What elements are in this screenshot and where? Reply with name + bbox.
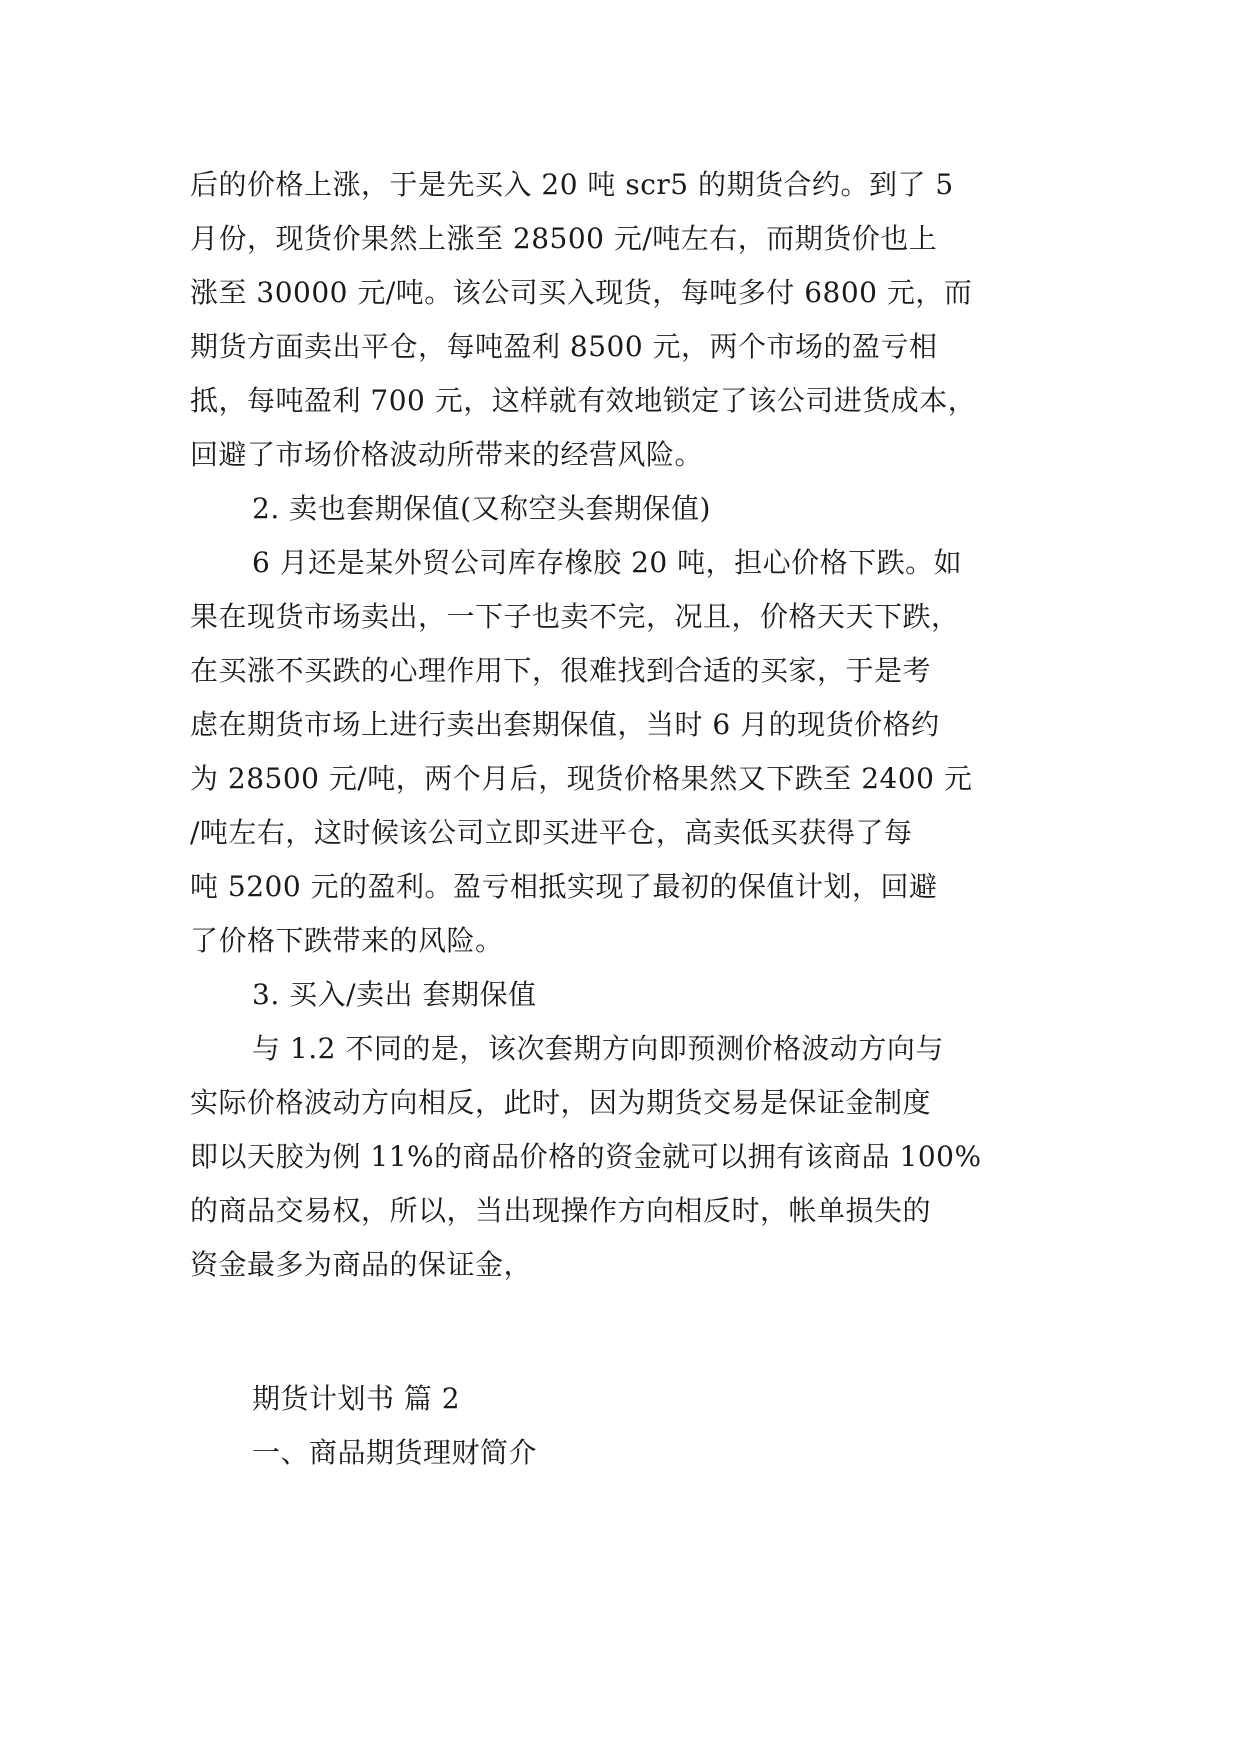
text-line: 后的价格上涨，于是先买入 20 吨 scr5 的期货合约。到了 5 [190, 168, 954, 201]
text-line: 资金最多为商品的保证金， [190, 1248, 533, 1281]
section-heading: 3. 买入/卖出 套期保值 [252, 978, 537, 1011]
text-line: 了价格下跌带来的风险。 [190, 924, 504, 957]
text-line: 抵，每吨盈利 700 元，这样就有效地锁定了该公司进货成本， [190, 384, 977, 417]
text-line: 回避了市场价格波动所带来的经营风险。 [190, 438, 704, 471]
text-line: 期货方面卖出平仓，每吨盈利 8500 元，两个市场的盈亏相 [190, 330, 938, 363]
text-line: 在买涨不买跌的心理作用下，很难找到合适的买家，于是考 [190, 654, 932, 687]
text-line: 的商品交易权，所以，当出现操作方向相反时，帐单损失的 [190, 1194, 932, 1227]
section-heading: 2. 卖也套期保值(又称空头套期保值) [252, 492, 711, 525]
text-line: 为 28500 元/吨，两个月后，现货价格果然又下跌至 2400 元 [190, 762, 973, 795]
document-title: 期货计划书 篇 2 [252, 1382, 461, 1415]
text-line: 与 1.2 不同的是，该次套期方向即预测价格波动方向与 [252, 1032, 944, 1065]
text-line: 吨 5200 元的盈利。盈亏相抵实现了最初的保值计划，回避 [190, 870, 938, 903]
text-line: 果在现货市场卖出，一下子也卖不完，况且，价格天天下跌， [190, 600, 960, 633]
text-line: 月份，现货价果然上涨至 28500 元/吨左右，而期货价也上 [190, 222, 938, 255]
text-line: /吨左右，这时候该公司立即买进平仓，高卖低买获得了每 [190, 816, 913, 849]
text-line: 6 月还是某外贸公司库存橡胶 20 吨，担心价格下跌。如 [252, 546, 963, 579]
text-line: 涨至 30000 元/吨。该公司买入现货，每吨多付 6800 元，而 [190, 276, 973, 309]
text-line: 虑在期货市场上进行卖出套期保值，当时 6 月的现货价格约 [190, 708, 940, 741]
text-line: 实际价格波动方向相反，此时，因为期货交易是保证金制度 [190, 1086, 932, 1119]
text-line: 即以天胶为例 11%的商品价格的资金就可以拥有该商品 100% [190, 1140, 982, 1173]
section-heading: 一、商品期货理财简介 [252, 1436, 538, 1469]
